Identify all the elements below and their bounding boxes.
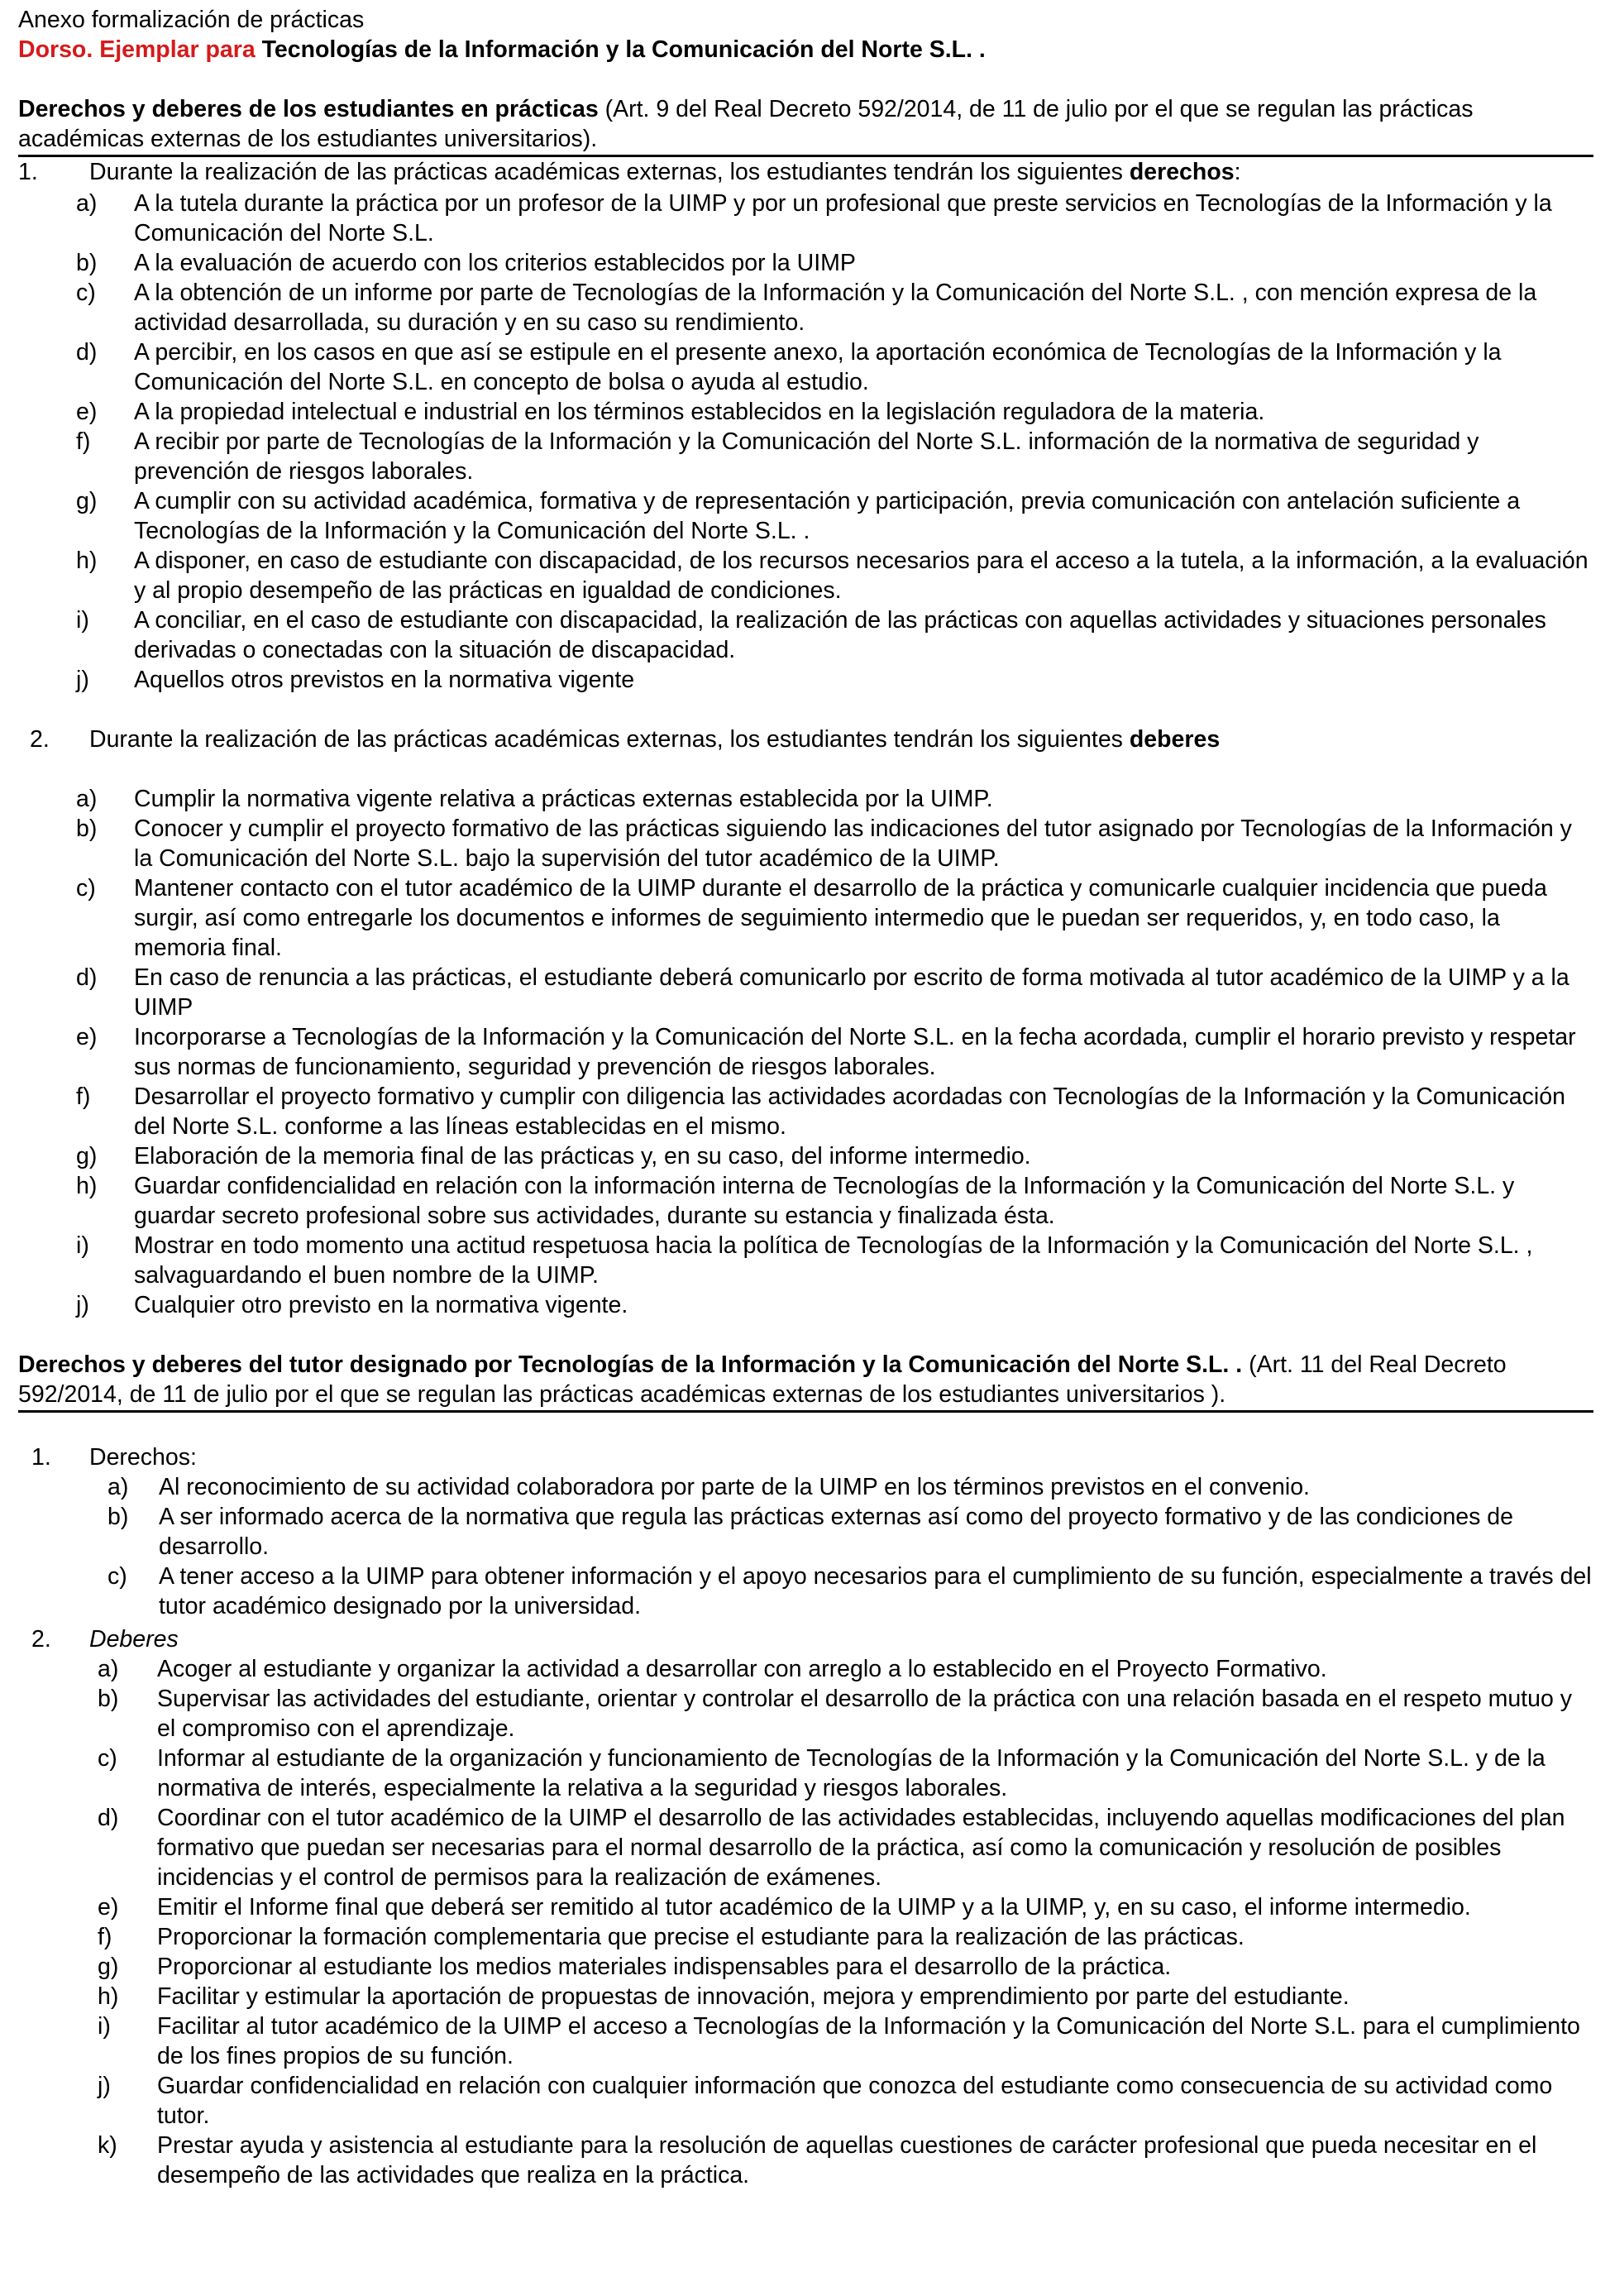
list-item [107,1502,1593,1562]
item-text: Facilitar y estimular la aportación de propuestas de innovación, mejora y emprendimiento por parte del estudiante. [157,1983,1350,2010]
section2-title-bold: Derechos y deberes del tutor designado por Tecnologías de la Información y la Comunicación del Norte S.L. . [18,1351,1243,1378]
item-marker: i) [76,607,89,634]
student-duties-list [76,784,1593,1320]
item-marker: e) [76,399,98,425]
list-item [76,337,1593,397]
list-item [76,784,1593,814]
item-text: A recibir por parte de Tecnologías de la Información y la Comunicación del Norte S.L. información de la normativa de seguridad y prevención de riesgos laborales. [134,428,1479,485]
list-item [98,2131,1593,2190]
item-marker: e) [76,1024,98,1050]
item-text: Supervisar las actividades del estudiante, orientar y controlar el desarrollo de la práctica con una relación basada en el respeto mutuo y el compromiso con el aprendizaje. [157,1686,1572,1742]
header-line: Anexo formalización de prácticas [18,7,365,33]
item-marker: b) [76,250,98,276]
list-item [76,427,1593,486]
item-text: A la obtención de un informe por parte de Tecnologías de la Información y la Comunicación del Norte S.L. , con mención expresa de la actividad desarrollada, su duración y en su caso su rendimiento. [134,280,1537,336]
item-text: En caso de renuncia a las prácticas, el estudiante deberá comunicarlo por escrito de forma motivada al tutor académico de la UIMP y a la UIMP [134,964,1569,1021]
item-text: Prestar ayuda y asistencia al estudiante para la resolución de aquellas cuestiones de carácter profesional que pueda necesitar en el desempeño de las actividades que realiza en la práctica. [157,2132,1537,2188]
item-text: Proporcionar al estudiante los medios materiales indispensables para el desarrollo de la práctica. [157,1954,1172,1980]
list-item [107,1562,1593,1621]
item-text: A la evaluación de acuerdo con los criterios establecidos por la UIMP [134,250,856,276]
item-text: Mostrar en todo momento una actitud respetuosa hacia la política de Tecnologías de la Información y la Comunicación del Norte S.L. , salvaguardando el buen nombre de la UIMP. [134,1232,1533,1289]
student-duties-heading [18,725,1593,754]
item-text: A cumplir con su actividad académica, formativa y de representación y participación, previa comunicación con antelación suficiente a Tecnologías de la Información y la Comunicación del Norte S.L. . [134,488,1521,544]
item-marker: g) [98,1954,119,1980]
item-text: A ser informado acerca de la normativa que regula las prácticas externas así como del proyecto formativo y de las condiciones de desarrollo. [159,1504,1514,1560]
ejemplar-label: Ejemplar para [99,36,256,63]
list-item [98,1922,1593,1952]
item-marker: j) [76,667,89,693]
list-number: 1. [31,1444,51,1471]
list-item [98,1982,1593,2011]
item-marker: k) [98,2132,117,2159]
item-marker: a) [76,786,98,812]
list-item [107,1472,1593,1502]
item-marker: c) [98,1745,117,1772]
list-item [76,1141,1593,1171]
heading-bold: derechos [1129,159,1235,185]
item-marker: h) [76,548,98,574]
list-item [76,814,1593,873]
heading-text: Durante la realización de las prácticas académicas externas, los estudiantes tendrán los siguientes [89,726,1130,753]
item-text: Al reconocimiento de su actividad colaboradora por parte de la UIMP en los términos previstos en el convenio. [159,1474,1310,1500]
item-text: Elaboración de la memoria final de las prácticas y, en su caso, del informe intermedio. [134,1143,1031,1170]
item-marker: d) [76,964,98,991]
heading-text: Durante la realización de las prácticas académicas externas, los estudiantes tendrán los siguientes [89,159,1130,185]
company-name: Tecnologías de la Información y la Comunicación del Norte S.L. . [261,36,986,63]
list-item [76,873,1593,963]
list-item [76,605,1593,665]
list-item [76,1231,1593,1290]
item-marker: b) [76,816,98,842]
item-marker: j) [98,2073,111,2099]
item-text: Aquellos otros previstos en la normativa vigente [134,667,635,693]
tutor-duties-heading [18,1624,1593,1654]
item-text: Facilitar al tutor académico de la UIMP el acceso a Tecnologías de la Información y la Comunicación del Norte S.L. para el cumplimiento de los fines propios de su función. [157,2013,1580,2069]
item-marker: i) [76,1232,89,1259]
item-text: Coordinar con el tutor académico de la UIMP el desarrollo de las actividades establecidas, incluyendo aquellas modificaciones del plan formativo que puedan ser necesarias para el normal desarrollo de la práctica, así como la comunicación y resolución de posibles incidencias y el control de permisos para la realización de exámenes. [157,1805,1565,1891]
item-text: Incorporarse a Tecnologías de la Información y la Comunicación del Norte S.L. en la fecha acordada, cumplir el horario previsto y respetar sus normas de funcionamiento, seguridad y prevención de riesgos laborales. [134,1024,1576,1080]
item-marker: a) [76,190,98,217]
list-number: 2. [30,726,50,753]
heading-bold: deberes [1129,726,1221,753]
item-text: Proporcionar la formación complementaria que precise el estudiante para la realización de las prácticas. [157,1924,1245,1950]
heading-end: : [1234,159,1241,185]
item-marker: f) [76,428,91,455]
item-marker: c) [76,875,96,902]
student-rights-heading [18,157,1593,187]
list-number: 1. [18,159,38,185]
item-text: Guardar confidencialidad en relación con la información interna de Tecnologías de la Información y la Comunicación del Norte S.L. y guardar secreto profesional sobre sus actividades, durante su estancia y finalizada ésta. [134,1173,1515,1229]
list-item [98,1892,1593,1922]
list-item [76,1082,1593,1141]
item-marker: e) [98,1894,119,1921]
heading-text: Deberes [89,1626,179,1653]
item-marker: f) [76,1083,91,1110]
item-marker: h) [76,1173,98,1199]
item-marker: a) [107,1474,129,1500]
item-marker: a) [98,1656,119,1682]
item-text: A la tutela durante la práctica por un profesor de la UIMP y por un profesional que preste servicios en Tecnologías de la Información y la Comunicación del Norte S.L. [134,190,1552,246]
item-marker: c) [107,1563,127,1590]
item-marker: h) [98,1983,119,2010]
list-item [98,1744,1593,1803]
document-page [18,5,1593,2190]
item-text: Cualquier otro previsto en la normativa vigente. [134,1292,628,1318]
item-text: A disponer, en caso de estudiante con discapacidad, de los recursos necesarios para el acceso a la tutela, a la información, a la evaluación y al propio desempeño de las prácticas en igualdad de condiciones. [134,548,1589,604]
tutor-rights-heading [18,1442,1593,1472]
item-text: Mantener contacto con el tutor académico de la UIMP durante el desarrollo de la práctica y comunicarle cualquier incidencia que pueda surgir, así como entregarle los documentos e informes de seguimiento intermedio que le puedan ser requeridos, y, en todo caso, la memoria final. [134,875,1547,961]
list-item [98,1803,1593,1892]
item-marker: i) [98,2013,111,2040]
item-marker: b) [107,1504,129,1530]
item-marker: b) [98,1686,119,1712]
section1-title-rest: (Art. 9 del Real Decreto 592/2014, de 11 de julio por el que se regulan las prácticas académicas externas de los estudiantes universitarios). [18,96,1474,152]
dorso-label: Dorso. [18,36,93,63]
list-item [76,546,1593,605]
list-item [98,1684,1593,1744]
item-text: Emitir el Informe final que deberá ser remitido al tutor académico de la UIMP y a la UIMP, y, en su caso, el informe intermedio. [157,1894,1471,1921]
list-item [76,278,1593,337]
header-recipient [18,35,1593,65]
list-item [76,1022,1593,1082]
item-text: Cumplir la normativa vigente relativa a prácticas externas establecida por la UIMP. [134,786,993,812]
list-item [76,665,1593,695]
item-marker: d) [98,1805,119,1831]
item-text: A conciliar, en el caso de estudiante con discapacidad, la realización de las prácticas con aquellas actividades y situaciones personales derivadas o conectadas con la situación de discapacidad. [134,607,1546,663]
item-text: Acoger al estudiante y organizar la actividad a desarrollar con arreglo a lo establecido en el Proyecto Formativo. [157,1656,1327,1682]
heading-text: Derechos: [89,1444,197,1471]
list-item [76,963,1593,1022]
item-marker: g) [76,488,98,514]
list-item [98,2011,1593,2071]
item-marker: c) [76,280,96,306]
list-item [76,1171,1593,1231]
item-text: Guardar confidencialidad en relación con cualquier información que conozca del estudiante como consecuencia de su actividad como tutor. [157,2073,1553,2129]
list-item [76,486,1593,546]
section1-title [18,94,1593,154]
item-text: Informar al estudiante de la organización y funcionamiento de Tecnologías de la Información y la Comunicación del Norte S.L. y de la normativa de interés, especialmente la relativa a la seguridad y riesgos laborales. [157,1745,1546,1801]
list-number: 2. [31,1626,51,1653]
list-item [76,397,1593,427]
section2-title [18,1350,1593,1409]
section2-title-rest: (Art. 11 del Real Decreto 592/2014, de 11 de julio por el que se regulan las prácticas académicas externas de los estudiantes universitarios ). [18,1351,1507,1408]
item-marker: g) [76,1143,98,1170]
student-rights-list [76,189,1593,695]
item-text: Conocer y cumplir el proyecto formativo de las prácticas siguiendo las indicaciones del tutor asignado por Tecnologías de la Información y la Comunicación del Norte S.L. bajo la supervisión del tutor académico de la UIMP. [134,816,1572,872]
item-text: A tener acceso a la UIMP para obtener información y el apoyo necesarios para el cumplimiento de su función, especialmente a través del tutor académico designado por la universidad. [159,1563,1592,1619]
item-marker: d) [76,339,98,366]
item-marker: f) [98,1924,112,1950]
tutor-rights-list [107,1472,1593,1621]
tutor-duties-list [98,1654,1593,2190]
list-item [98,2071,1593,2131]
list-item [98,1654,1593,1684]
list-item [76,1290,1593,1320]
item-marker: j) [76,1292,89,1318]
list-item [76,189,1593,248]
list-item [76,248,1593,278]
item-text: A percibir, en los casos en que así se estipule en el presente anexo, la aportación económica de Tecnologías de la Información y la Comunicación del Norte S.L. en concepto de bolsa o ayuda al estudio. [134,339,1502,395]
list-item [98,1952,1593,1982]
section1-title-bold: Derechos y deberes de los estudiantes en prácticas [18,96,599,122]
item-text: A la propiedad intelectual e industrial en los términos establecidos en la legislación reguladora de la materia. [134,399,1265,425]
item-text: Desarrollar el proyecto formativo y cumplir con diligencia las actividades acordadas con Tecnologías de la Información y la Comunicación del Norte S.L. conforme a las líneas establecidas en el mismo. [134,1083,1565,1140]
